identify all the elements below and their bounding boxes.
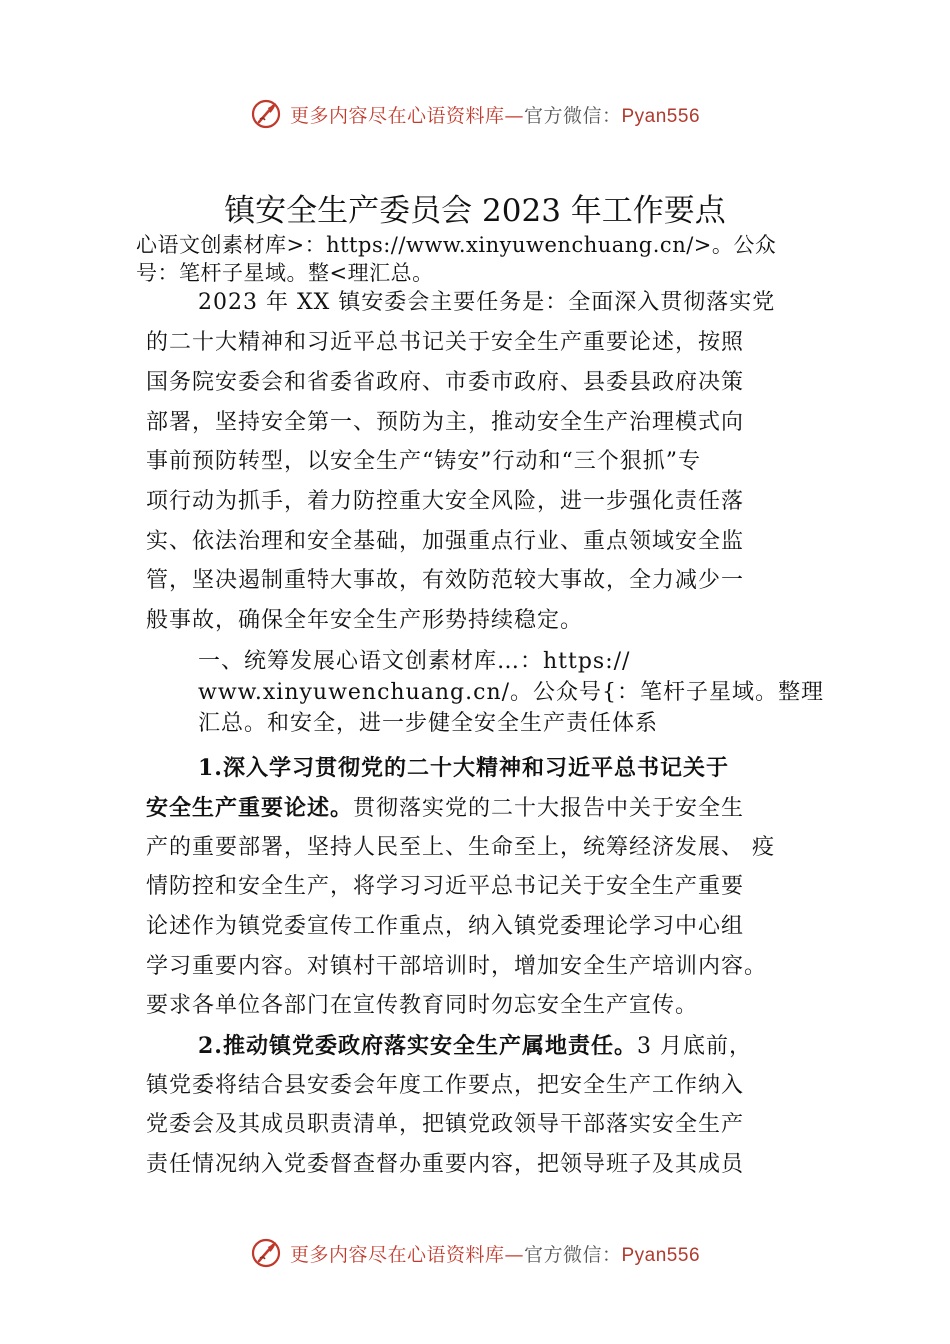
item1-line: 学习重要内容。对镇村干部培训时，增加安全生产培训内容。 [146, 954, 768, 979]
source-line-2: 号：笔杆子星域。整<理汇总。 [136, 261, 434, 285]
quill-seal-icon [250, 98, 282, 130]
intro-line: 实、依法治理和安全基础，加强重点行业、重点领域安全监 [146, 529, 745, 554]
item1-line: 情防控和安全生产，将学习习近平总书记关于安全生产重要 [146, 874, 745, 899]
source-line-1: 心语文创素材库>：https://www.xinyuwenchuang.cn/>。公众 [136, 233, 777, 257]
wechat-id: Pyan556 [621, 105, 701, 127]
section-heading-line: 一、统筹发展心语文创素材库…：https:// [198, 649, 631, 674]
intro-line: 2023 年 XX 镇安委会主要任务是：全面深入贯彻落实党 [198, 290, 776, 315]
intro-line: 国务院安委会和省委省政府、市委市政府、县委县政府决策 [146, 370, 745, 395]
item1-line: 产的重要部署，坚持人民至上、生命至上，统筹经济发展、 疫 [146, 835, 775, 860]
item1-heading-end: 安全生产重要论述。 [146, 795, 354, 821]
item2-line: 党委会及其成员职责清单，把镇党政领导干部落实安全生产 [146, 1112, 745, 1137]
item2-heading: 2.推动镇党委政府落实安全生产属地责任。 [198, 1033, 637, 1059]
quill-seal-icon [250, 1237, 282, 1269]
section-heading-line: 汇总。和安全，进一步健全安全生产责任体系 [198, 711, 659, 736]
item2-line: 责任情况纳入党委督查督办重要内容，把领导班子及其成员 [146, 1152, 745, 1177]
intro-line: 的二十大精神和习近平总书记关于安全生产重要论述，按照 [146, 330, 745, 355]
document-title: 镇安全生产委员会 2023 年工作要点 [224, 193, 726, 229]
item2-line: 2.推动镇党委政府落实安全生产属地责任。3 月底前， [198, 1033, 752, 1059]
intro-line: 般事故，确保全年安全生产形势持续稳定。 [146, 608, 584, 633]
footer-banner [0, 1233, 950, 1273]
banner-text: 更多内容尽在心语资料库—官方微信：Pyan556 [289, 104, 701, 127]
header-banner [0, 94, 950, 134]
item1-line: 安全生产重要论述。贯彻落实党的二十大报告中关于安全生 [146, 795, 745, 821]
item1-line: 论述作为镇党委宣传工作重点，纳入镇党委理论学习中心组 [146, 914, 745, 939]
wechat-id: Pyan556 [621, 1244, 701, 1266]
intro-line: 管，坚决遏制重特大事故，有效防范较大事故，全力减少一 [146, 568, 745, 593]
intro-line: 项行动为抓手，着力防控重大安全风险，进一步强化责任落 [146, 489, 745, 514]
intro-line: 事前预防转型，以安全生产“铸安”行动和“三个狠抓”专 [146, 449, 701, 474]
banner-text: 更多内容尽在心语资料库—官方微信：Pyan556 [289, 1243, 701, 1266]
intro-line: 部署，坚持安全第一、预防为主，推动安全生产治理模式向 [146, 410, 745, 435]
item2-line: 镇党委将结合县安委会年度工作要点，把安全生产工作纳入 [146, 1073, 745, 1098]
section-heading-line: www.xinyuwenchuang.cn/。公众号{：笔杆子星域。整理 [198, 680, 825, 705]
item1-heading: 1.深入学习贯彻党的二十大精神和习近平总书记关于 [198, 755, 729, 781]
item1-line: 要求各单位各部门在宣传教育同时勿忘安全生产宣传。 [146, 993, 699, 1018]
